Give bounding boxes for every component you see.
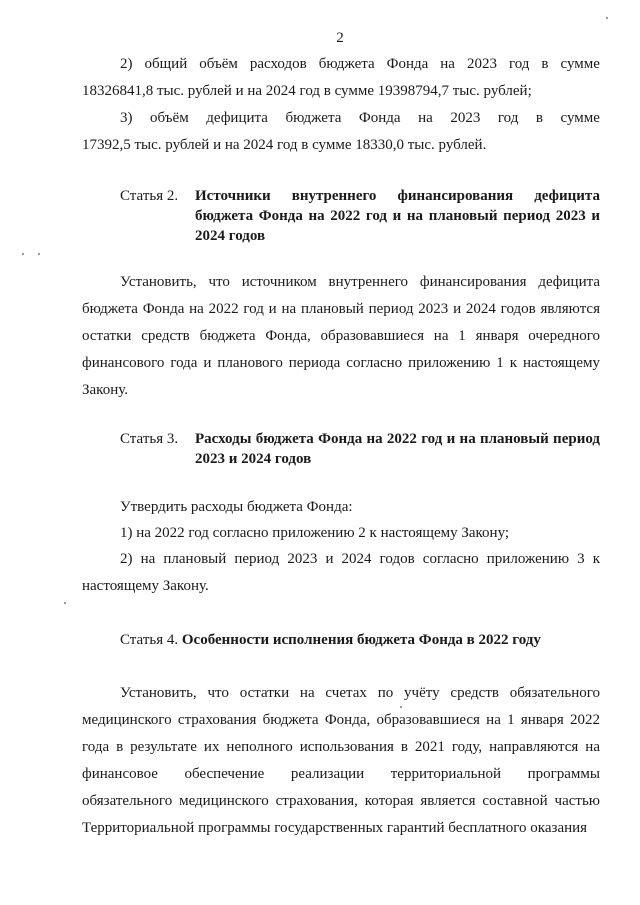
- scan-speck: [606, 17, 608, 19]
- word: 2023: [466, 56, 497, 72]
- article-4-title: Особенности исполнения бюджета Фонда в 2022 году: [181, 632, 541, 648]
- article-2-body: Установить, что источником внутреннего финансирования дефицита бюджета Фонда на 2022 год и на плановый период 2023 и 2024 годов являются остатки средств бюджета Фонда, образовавшиеся на 1 января очередного финансового года и планового периода согласно приложению 1 к настоящему Закону.: [82, 274, 600, 398]
- word: год: [508, 56, 530, 72]
- article-2-title: Источники внутреннего финансирования дефицита бюджета Фонда на 2022 год и на плановый период 2023 и 2024 годов: [195, 188, 600, 244]
- word: общий: [144, 56, 188, 72]
- article-3-item-1: 1) на 2022 год согласно приложению 2 к настоящему Закону;: [120, 525, 510, 541]
- page-number: 2: [336, 30, 344, 46]
- article-3-item-2: 2) на плановый период 2023 и 2024 годов согласно приложению 3 к настоящему Закону.: [82, 551, 600, 594]
- scan-speck: [22, 253, 24, 255]
- word: 2): [120, 56, 133, 72]
- word: на: [418, 110, 433, 126]
- item-2-line-1: [120, 54, 600, 74]
- word: на: [440, 56, 455, 72]
- word: сумме: [560, 56, 600, 72]
- article-2-label: Статья 2.: [120, 188, 179, 204]
- word: 2023: [450, 110, 481, 126]
- word: объём: [199, 56, 238, 72]
- word: в: [541, 56, 549, 72]
- word: объём: [150, 110, 189, 126]
- article-4-heading: [120, 630, 541, 650]
- word: дефицита: [206, 110, 268, 126]
- word: 3): [120, 110, 133, 126]
- article-4-label: Статья 4.: [120, 632, 179, 648]
- word: Фонда: [386, 56, 429, 72]
- word: бюджета: [318, 56, 375, 72]
- article-3-intro: Утвердить расходы бюджета Фонда:: [120, 499, 353, 515]
- item-3-line-1: [120, 108, 600, 128]
- item-2-line-2: 18326841,8 тыс. рублей и на 2024 год в сумме 19398794,7 тыс. рублей;: [82, 83, 532, 99]
- article-4-body: Установить, что остатки на счетах по учёту средств обязательного медицинского страхования бюджета Фонда, образовавшиеся на 1 января 2022 года в результате их неполного использования в 2021 году, направляются на финансовое обеспечение реализации территориальной программы обязательного медицинского страхования, которая является составной частью Территориальной программы государственных гарантий бесплатного оказания: [82, 685, 600, 836]
- word: в: [535, 110, 543, 126]
- scan-speck: [400, 706, 402, 708]
- article-3-label: Статья 3.: [120, 431, 179, 447]
- item-3-line-2: 17392,5 тыс. рублей и на 2024 год в сумме 18330,0 тыс. рублей.: [82, 137, 487, 153]
- article-3-title: Расходы бюджета Фонда на 2022 год и на плановый период 2023 и 2024 годов: [195, 431, 600, 467]
- scan-speck: [64, 602, 66, 604]
- word: Фонда: [358, 110, 401, 126]
- word: расходов: [249, 56, 307, 72]
- word: сумме: [560, 110, 600, 126]
- word: бюджета: [285, 110, 342, 126]
- word: год: [497, 110, 519, 126]
- scan-speck: [38, 253, 40, 255]
